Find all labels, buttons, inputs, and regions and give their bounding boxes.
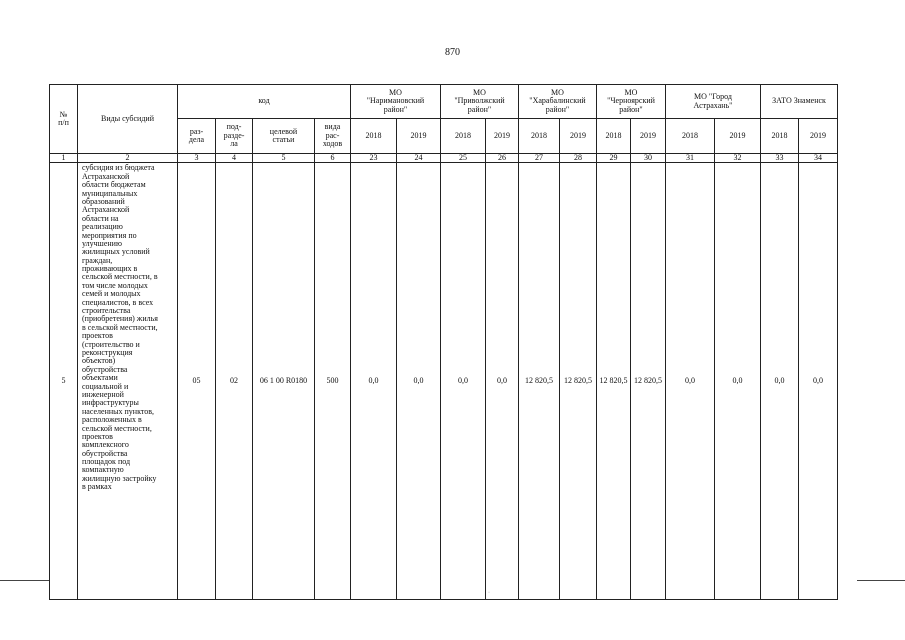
value-cell: 0,0 <box>799 163 838 600</box>
scan-line-left <box>0 580 49 581</box>
header-mo-astrakhan: МО "Город Астрахань" <box>666 85 761 119</box>
column-number: 30 <box>631 154 666 163</box>
column-number: 4 <box>216 154 253 163</box>
value-cell: 0,0 <box>441 163 486 600</box>
header-mo-kharabalinsky: МО "Харабалинский район" <box>519 85 597 119</box>
value-cell: 12 820,5 <box>631 163 666 600</box>
column-number: 3 <box>178 154 216 163</box>
header-mo-chernoyarsky: МО "Черноярский район" <box>597 85 666 119</box>
page-number: 870 <box>445 47 460 58</box>
value-cell: 0,0 <box>351 163 397 600</box>
column-number: 23 <box>351 154 397 163</box>
year-cell: 2018 <box>761 119 799 154</box>
value-cell: 0,0 <box>666 163 715 600</box>
value-cell: 0,0 <box>486 163 519 600</box>
column-number: 34 <box>799 154 838 163</box>
row-num: 5 <box>50 163 78 600</box>
header-mo-privolzhsky: МО "Приволжский район" <box>441 85 519 119</box>
table-row <box>50 163 838 600</box>
value-cell: 0,0 <box>397 163 441 600</box>
year-cell: 2019 <box>397 119 441 154</box>
value-cell: 12 820,5 <box>560 163 597 600</box>
row-celevaya: 06 1 00 R0180 <box>253 163 315 600</box>
subheader-celevaya: целевой статьи <box>253 119 315 154</box>
year-cell: 2019 <box>799 119 838 154</box>
header-subsidy-type: Виды субсидий <box>78 85 178 154</box>
header-num: № п/п <box>50 85 78 154</box>
column-number: 27 <box>519 154 560 163</box>
column-number: 26 <box>486 154 519 163</box>
row-podrazdel: 02 <box>216 163 253 600</box>
scan-mark: · <box>488 590 490 596</box>
subheader-vid: вида рас- ходов <box>315 119 351 154</box>
column-number: 28 <box>560 154 597 163</box>
column-number: 24 <box>397 154 441 163</box>
row-razdel: 05 <box>178 163 216 600</box>
year-cell: 2018 <box>666 119 715 154</box>
year-cell: 2018 <box>519 119 560 154</box>
column-number: 6 <box>315 154 351 163</box>
year-cell: 2018 <box>441 119 486 154</box>
subsidy-table <box>49 84 838 600</box>
column-number: 1 <box>50 154 78 163</box>
year-cell: 2019 <box>715 119 761 154</box>
year-cell: 2019 <box>486 119 519 154</box>
value-cell: 12 820,5 <box>597 163 631 600</box>
column-number: 2 <box>78 154 178 163</box>
column-number: 31 <box>666 154 715 163</box>
value-cell: 12 820,5 <box>519 163 560 600</box>
header-mo-narimanovsky: МО "Наримановский район" <box>351 85 441 119</box>
column-number: 29 <box>597 154 631 163</box>
subheader-podrazdel: под- разде- ла <box>216 119 253 154</box>
subheader-razdel: раз- дела <box>178 119 216 154</box>
row-description: субсидия из бюджета Астраханской области бюджетам муниципальных образований Астраханской области на реализацию мероприятия по улучшению жилищных условий граждан, проживающих в сельской местности, в том числе молодых семей и молодых специалистов, в всех строительства (приобретения) жилья в сельской местности, проектов (строительство и реконструкция объектов) обустройства объектами социальной и инженерной инфраструктуры населенных пунктов, расположенных в сельской местности, проектов комплексного обустройства площадок под компактную жилищную застройку в рамках <box>78 163 178 600</box>
column-number: 32 <box>715 154 761 163</box>
year-cell: 2018 <box>351 119 397 154</box>
column-number: 5 <box>253 154 315 163</box>
column-number: 25 <box>441 154 486 163</box>
value-cell: 0,0 <box>715 163 761 600</box>
scan-line-right <box>857 580 905 581</box>
header-code: код <box>178 85 351 119</box>
year-cell: 2018 <box>597 119 631 154</box>
year-cell: 2019 <box>560 119 597 154</box>
column-number: 33 <box>761 154 799 163</box>
header-zato-znamensk: ЗАТО Знаменск <box>761 85 838 119</box>
value-cell: 0,0 <box>761 163 799 600</box>
row-vid: 500 <box>315 163 351 600</box>
year-cell: 2019 <box>631 119 666 154</box>
